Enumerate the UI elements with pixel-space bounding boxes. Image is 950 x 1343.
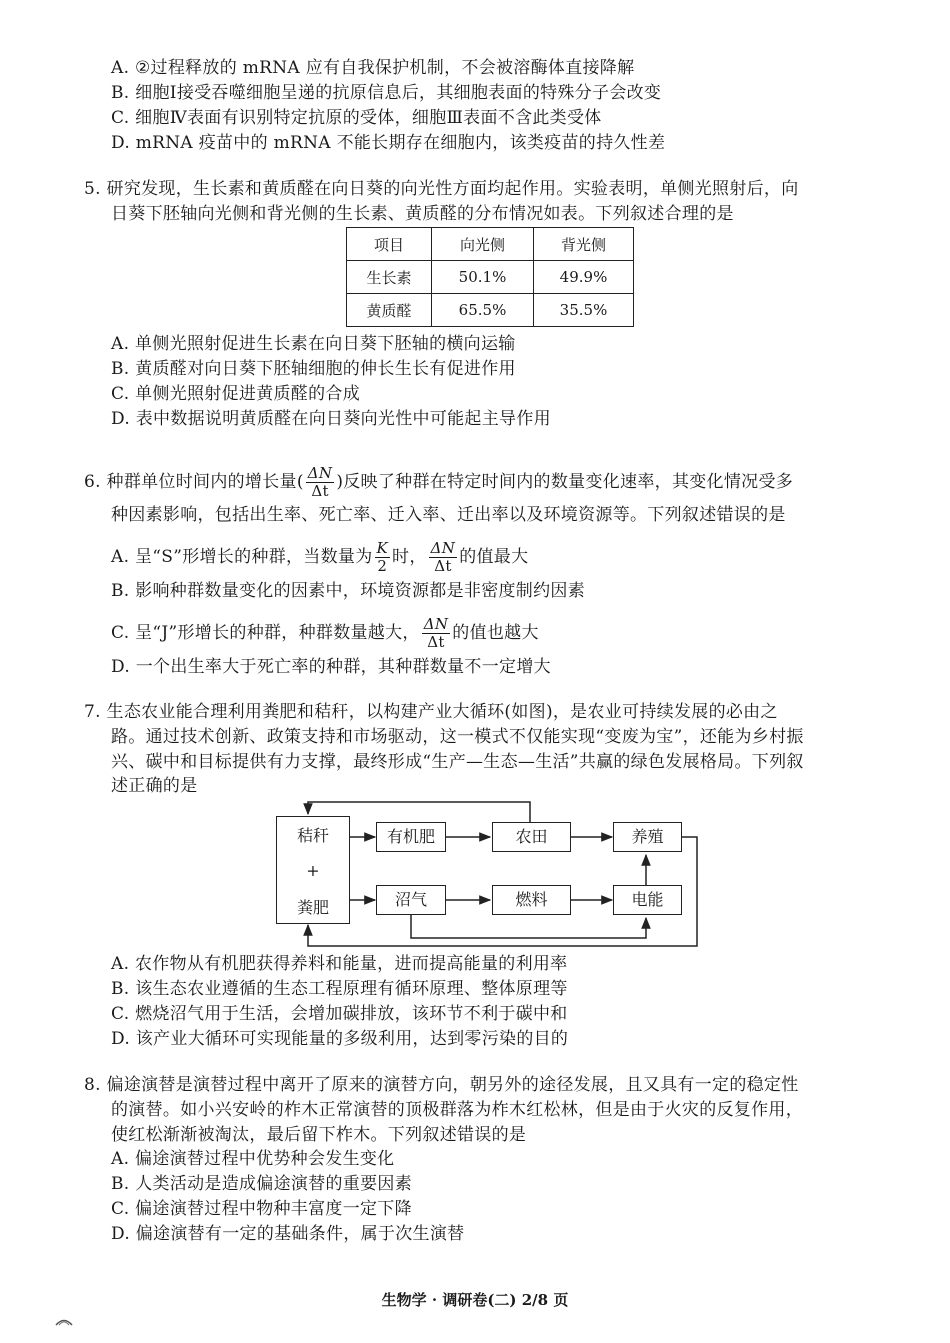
scan-mark-icon bbox=[54, 1316, 74, 1326]
table-cell: 65.5% bbox=[432, 294, 534, 327]
q6-option-c-text-1: C. 呈“J”形增长的种群，种群数量越大， bbox=[111, 623, 420, 643]
frac-denominator: Δt bbox=[427, 633, 445, 651]
frac-numerator: ΔN bbox=[307, 464, 333, 482]
q6-stem-text-a: 6. 种群单位时间内的增长量( bbox=[84, 472, 304, 492]
q5-option-a: A. 单侧光照射促进生长素在向日葵下胚轴的横向运输 bbox=[111, 334, 516, 354]
arrow-biogas-to-power bbox=[411, 915, 646, 938]
node-manure-label: 粪肥 bbox=[296, 898, 329, 917]
node-straw-manure bbox=[276, 816, 350, 924]
q5-stem-line1: 5. 研究发现，生长素和黄质醛在向日葵的向光性方面均起作用。实验表明，单侧光照射后，向 bbox=[84, 179, 799, 199]
node-fuel: 燃料 bbox=[492, 885, 571, 915]
node-breeding: 养殖 bbox=[613, 822, 682, 852]
q8-option-c: C. 偏途演替过程中物种丰富度一定下降 bbox=[111, 1199, 412, 1219]
table-cell: 黄质醛 bbox=[347, 294, 432, 327]
q6-option-b: B. 影响种群数量变化的因素中，环境资源都是非密度制约因素 bbox=[111, 581, 585, 601]
q5-option-c: C. 单侧光照射促进黄质醛的合成 bbox=[111, 384, 361, 404]
q7-stem-line4: 述正确的是 bbox=[111, 776, 198, 796]
frac-numerator: ΔN bbox=[423, 615, 449, 633]
frac-numerator: K bbox=[376, 539, 389, 557]
q5-option-b: B. 黄质醛对向日葵下胚轴细胞的伸长生长有促进作用 bbox=[111, 359, 516, 379]
table-header-cell: 项目 bbox=[347, 228, 432, 261]
q6-stem-text-b: )反映了种群在特定时间内的数量变化速率，其变化情况受多 bbox=[336, 472, 794, 492]
q8-option-a: A. 偏途演替过程中优势种会发生变化 bbox=[111, 1149, 395, 1169]
q8-option-b: B. 人类活动是造成偏途演替的重要因素 bbox=[111, 1174, 412, 1194]
node-biogas: 沼气 bbox=[376, 885, 446, 915]
page-footer: 生物学 · 调研卷(二) 2/8 页 bbox=[381, 1291, 569, 1309]
frac-denominator: Δt bbox=[434, 557, 452, 575]
q4-option-a: A. ②过程释放的 mRNA 应有自我保护机制，不会被溶酶体直接降解 bbox=[111, 58, 635, 78]
q6-option-c-text-2: 的值也越大 bbox=[452, 623, 539, 643]
table-cell: 35.5% bbox=[534, 294, 634, 327]
node-organic-fertilizer: 有机肥 bbox=[376, 822, 446, 852]
q6-option-a-text-1: A. 呈“S”形增长的种群，当数量为 bbox=[111, 547, 373, 567]
q7-stem-line2: 路。通过技术创新、政策支持和市场驱动，这一模式不仅能实现“变废为宝”，还能为乡村振 bbox=[111, 727, 804, 747]
q4-option-b: B. 细胞Ⅰ接受吞噬细胞呈递的抗原信息后，其细胞表面的特殊分子会改变 bbox=[111, 83, 662, 103]
q8-stem-line3: 使红松渐渐被淘汰，最后留下柞木。下列叙述错误的是 bbox=[111, 1125, 527, 1145]
frac-denominator: 2 bbox=[377, 557, 388, 575]
q8-option-d: D. 偏途演替有一定的基础条件，属于次生演替 bbox=[111, 1224, 465, 1244]
q5-stem-line2: 日葵下胚轴向光侧和背光侧的生长素、黄质醛的分布情况如表。下列叙述合理的是 bbox=[111, 204, 734, 224]
q6-option-d: D. 一个出生率大于死亡率的种群，其种群数量不一定增大 bbox=[111, 657, 551, 677]
node-straw-label: 秸秆 bbox=[296, 826, 329, 845]
frac-numerator: ΔN bbox=[430, 539, 456, 557]
q6-stem-line2: 种因素影响，包括出生率、死亡率、迁入率、迁出率以及环境资源等。下列叙述错误的是 bbox=[111, 505, 786, 525]
q4-option-d: D. mRNA 疫苗中的 mRNA 不能长期存在细胞内，该类疫苗的持久性差 bbox=[111, 133, 666, 153]
q8-stem-line2: 的演替。如小兴安岭的柞木正常演替的顶极群落为柞木红松林，但是由于火灾的反复作用， bbox=[111, 1100, 803, 1120]
q7-stem-line3: 兴、碳中和目标提供有力支撑，最终形成“生产—生态—生活”共赢的绿色发展格局。下列叙 bbox=[111, 752, 804, 772]
q5-option-d: D. 表中数据说明黄质醛在向日葵向光性中可能起主导作用 bbox=[111, 409, 551, 429]
q7-option-a: A. 农作物从有机肥获得养料和能量，进而提高能量的利用率 bbox=[111, 954, 568, 974]
q7-option-d: D. 该产业大循环可实现能量的多级利用，达到零污染的目的 bbox=[111, 1029, 569, 1049]
q7-option-b: B. 该生态农业遵循的生态工程原理有循环原理、整体原理等 bbox=[111, 979, 568, 999]
node-electric-power: 电能 bbox=[613, 885, 682, 915]
node-farmland: 农田 bbox=[492, 822, 571, 852]
table-cell: 49.9% bbox=[534, 261, 634, 294]
q6-option-a-text-2: 时， bbox=[392, 547, 427, 567]
q4-option-c: C. 细胞Ⅳ表面有识别特定抗原的受体，细胞Ⅲ表面不含此类受体 bbox=[111, 108, 602, 128]
q6-option-a-text-3: 的值最大 bbox=[459, 547, 529, 567]
table-cell: 50.1% bbox=[432, 261, 534, 294]
q7-option-c: C. 燃烧沼气用于生活，会增加碳排放，该环节不利于碳中和 bbox=[111, 1004, 568, 1024]
table-header-cell: 背光侧 bbox=[534, 228, 634, 261]
plus-sign: + bbox=[306, 861, 320, 880]
q8-stem-line1: 8. 偏途演替是演替过程中离开了原来的演替方向，朝另外的途径发展，且又具有一定的稳定性 bbox=[84, 1075, 799, 1095]
frac-denominator: Δt bbox=[311, 482, 329, 500]
table-cell: 生长素 bbox=[347, 261, 432, 294]
table-header-cell: 向光侧 bbox=[432, 228, 534, 261]
q7-stem-line1: 7. 生态农业能合理利用粪肥和秸秆，以构建产业大循环(如图)，是农业可持续发展的必由之 bbox=[84, 702, 778, 722]
